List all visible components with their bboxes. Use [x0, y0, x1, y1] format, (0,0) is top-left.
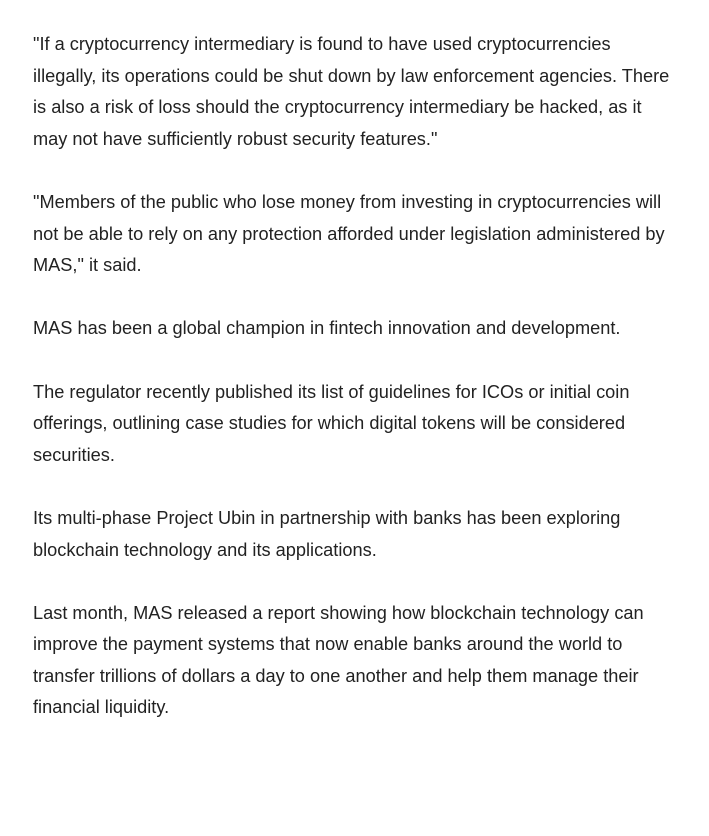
- paragraph-quote-risk: "If a cryptocurrency intermediary is found to have used cryptocurrencies illegally, its operations could be shut down by law enforcement agencies. There is also a risk of loss should the cryptocurrency intermediary be hacked, as it may not have sufficiently robust security features.": [33, 34, 670, 149]
- paragraph-project-ubin: Its multi-phase Project Ubin in partnership with banks has been exploring blockchain technology and its applications.: [33, 507, 621, 560]
- paragraph-fintech-champion: MAS has been a global champion in fintech innovation and development.: [33, 318, 621, 339]
- paragraph-quote-protection: "Members of the public who lose money from investing in cryptocurrencies will not be able to rely on any protection afforded under legislation administered by MAS," it said.: [33, 191, 665, 276]
- paragraph-blockchain-report: Last month, MAS released a report showing how blockchain technology can improve the payment systems that now enable banks around the world to transfer trillions of dollars a day to one another and help them manage their financial liquidity.: [33, 602, 644, 718]
- article-body: [33, 29, 673, 724]
- paragraph-ico-guidelines: The regulator recently published its list of guidelines for ICOs or initial coin offerings, outlining case studies for which digital tokens will be considered securities.: [33, 381, 630, 465]
